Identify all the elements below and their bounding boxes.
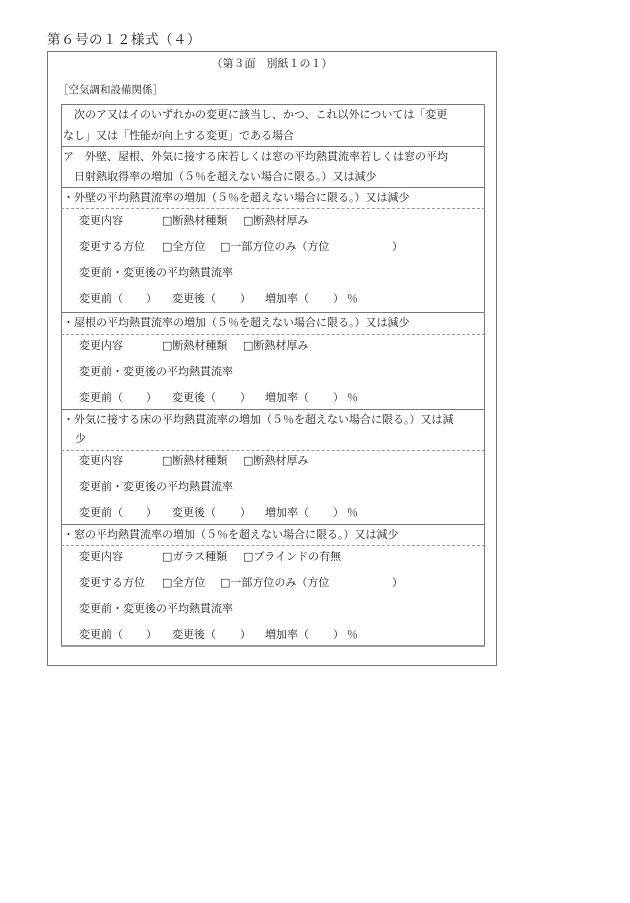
item-a-line-1: ア 外壁、屋根、外気に接する床若しくは窓の平均熱貫流率若しくは窓の平均 [63, 150, 448, 163]
roof-insulation-type-checkbox[interactable]: □断熱材種類 [162, 339, 228, 352]
after-close-paren: ） [240, 292, 251, 305]
floor-section-heading-1: ・外気に接する床の平均熱貫流率の増加（５％を超えない場合に限る。）又は減 [63, 413, 454, 426]
intro-line-1: 次のア又はイのいずれかの変更に該当し、かつ、これ以外については「変更 [63, 108, 448, 121]
after-value-label: 変更後（ [172, 292, 216, 305]
roof-insulation-thickness-checkbox[interactable]: □断熱材厚み [243, 339, 309, 352]
before-value-label: 変更前（ [79, 292, 123, 305]
blind-presence-checkbox[interactable]: □ブラインドの有無 [243, 550, 342, 563]
before-value-label: 変更前（ [79, 391, 123, 404]
after-close-paren: ） [240, 628, 251, 641]
row-divider [61, 187, 485, 188]
item-a-line-2: 日射熱取得率の増加（５％を超えない場合に限る。）又は減少 [63, 170, 377, 183]
dotted-divider [61, 450, 485, 451]
before-value-label: 変更前（ [79, 628, 123, 641]
floor-insulation-thickness-checkbox[interactable]: □断熱材厚み [243, 454, 309, 467]
floor-section-heading-2: 少 [75, 432, 86, 445]
before-after-label: 変更前・変更後の平均熱貫流率 [79, 480, 233, 493]
orientation-label: 変更する方位 [79, 240, 145, 253]
increase-rate-label: 増加率（ [265, 391, 309, 404]
floor-insulation-type-checkbox[interactable]: □断熱材種類 [162, 454, 228, 467]
window-all-orientations-checkbox[interactable]: □全方位 [162, 576, 206, 589]
row-divider [61, 524, 485, 525]
before-after-label: 変更前・変更後の平均熱貫流率 [79, 602, 233, 615]
intro-line-2: なし」又は「性能が向上する変更」である場合 [63, 129, 294, 142]
before-close-paren: ） [146, 391, 157, 404]
before-after-label: 変更前・変更後の平均熱貫流率 [79, 365, 233, 378]
orientation-close-paren: ） [392, 240, 403, 253]
increase-close-paren: ） [333, 292, 344, 305]
change-content-label: 変更内容 [79, 454, 123, 467]
increase-rate-label: 増加率（ [265, 628, 309, 641]
increase-close-paren: ） [333, 506, 344, 519]
page-label: （第３面 別紙１の１） [211, 57, 333, 70]
window-partial-orientation-checkbox[interactable]: □一部方位のみ（方位 [220, 576, 330, 589]
wall-partial-orientation-checkbox[interactable]: □一部方位のみ（方位 [220, 240, 330, 253]
before-close-paren: ） [146, 628, 157, 641]
dotted-divider [61, 545, 485, 546]
change-content-label: 変更内容 [79, 550, 123, 563]
row-divider [61, 146, 485, 147]
wall-insulation-type-checkbox[interactable]: □断熱材種類 [162, 214, 228, 227]
after-close-paren: ） [240, 391, 251, 404]
roof-section-heading: ・屋根の平均熱貫流率の増加（５％を超えない場合に限る。）又は減少 [63, 316, 410, 329]
after-value-label: 変更後（ [172, 391, 216, 404]
percent-sign: ％ [347, 506, 358, 519]
increase-close-paren: ） [333, 391, 344, 404]
orientation-label: 変更する方位 [79, 576, 145, 589]
before-after-label: 変更前・変更後の平均熱貫流率 [79, 266, 233, 279]
percent-sign: ％ [347, 292, 358, 305]
wall-all-orientations-checkbox[interactable]: □全方位 [162, 240, 206, 253]
dotted-divider [61, 208, 485, 209]
change-content-label: 変更内容 [79, 214, 123, 227]
row-divider [61, 312, 485, 313]
section-label: ［空気調和設備関係］ [58, 84, 163, 96]
window-section-heading: ・窓の平均熱貫流率の増加（５％を超えない場合に限る。）又は減少 [63, 528, 399, 541]
percent-sign: ％ [347, 628, 358, 641]
glass-type-checkbox[interactable]: □ガラス種類 [162, 550, 228, 563]
dotted-divider [61, 334, 485, 335]
before-value-label: 変更前（ [79, 506, 123, 519]
after-value-label: 変更後（ [172, 506, 216, 519]
wall-insulation-thickness-checkbox[interactable]: □断熱材厚み [243, 214, 309, 227]
before-close-paren: ） [146, 506, 157, 519]
before-close-paren: ） [146, 292, 157, 305]
form-title: 第６号の１２様式（４） [47, 32, 201, 48]
after-close-paren: ） [240, 506, 251, 519]
increase-rate-label: 増加率（ [265, 506, 309, 519]
after-value-label: 変更後（ [172, 628, 216, 641]
row-divider [61, 409, 485, 410]
change-content-label: 変更内容 [79, 339, 123, 352]
orientation-close-paren: ） [392, 576, 403, 589]
increase-close-paren: ） [333, 628, 344, 641]
percent-sign: ％ [347, 391, 358, 404]
increase-rate-label: 増加率（ [265, 292, 309, 305]
wall-section-heading: ・外壁の平均熱貫流率の増加（５％を超えない場合に限る。）又は減少 [63, 191, 410, 204]
